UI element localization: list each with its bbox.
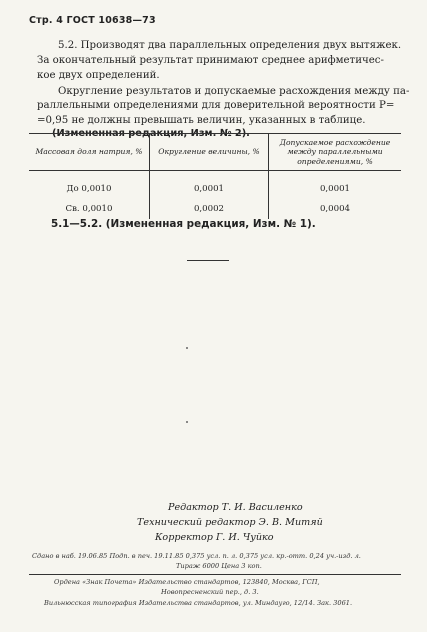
para-5-2-line-3: кое двух определений. <box>37 70 160 81</box>
rounding-table <box>29 133 401 219</box>
decorative-dot <box>186 421 188 423</box>
para-5-2-line-1: 5.2. Производят два параллельных определения двух вытяжек. <box>58 40 402 51</box>
table-header-row <box>29 134 401 171</box>
section-divider <box>187 260 229 261</box>
table-cell: Св. 0,0010 <box>65 204 113 214</box>
rounding-line-2: раллельными определениями для доверительной вероятности P= <box>37 100 395 111</box>
table-cell: 0,0001 <box>269 179 402 199</box>
table-cell: 0,0002 <box>150 199 269 219</box>
imprint-print-run: Тираж 6000 Цена 3 коп. <box>176 562 262 570</box>
page-header: Стр. 4 ГОСТ 10638—73 <box>29 15 156 26</box>
table-cell: До 0,0010 <box>66 184 112 194</box>
amendment-2-note: (Измененная редакция, Изм. № 2). <box>52 128 250 139</box>
para-5-2-line-2: За окончательный результат принимают среднее арифметичес- <box>37 55 384 66</box>
imprint-divider <box>29 574 401 575</box>
table-row <box>29 199 401 219</box>
amendment-1-note: 5.1—5.2. (Измененная редакция, Изм. № 1). <box>51 218 316 230</box>
table-cell: 0,0001 <box>150 179 269 199</box>
table-row <box>29 179 401 199</box>
credit-technical-editor: Технический редактор Э. В. Митяй <box>137 517 323 528</box>
column-header-sodium-fraction: Массовая доля натрия, % <box>29 134 150 171</box>
column-header-discrepancy: Допускаемое расхождение между параллельными определениями, % <box>269 134 402 171</box>
rounding-line-1: Округление результатов и допускаемые расхождения между па- <box>58 86 410 97</box>
decorative-dot <box>186 347 188 349</box>
imprint-printer: Вильнюсская типография Издательства стандартов, ул. Миндауго, 12/14. Зак. 3061. <box>44 599 353 607</box>
rounding-line-3: =0,95 не должны превышать величин, указанных в таблице. <box>37 115 366 126</box>
credit-corrector: Корректор Г. И. Чуйко <box>155 532 274 543</box>
imprint-typesetting: Сдано в наб. 19.06.85 Подп. в печ. 19.11.85 0,375 усл. п. л. 0,375 усл. кр.-отт. 0,24 уч.-изд. л. <box>32 552 361 560</box>
column-header-rounding: Округление величины, % <box>150 134 269 171</box>
table-cell: 0,0004 <box>269 199 402 219</box>
imprint-publisher: Ордена «Знак Почета» Издательство стандартов, 123840, Москва, ГСП, <box>54 578 320 586</box>
credit-editor: Редактор Т. И. Василенко <box>168 502 303 513</box>
imprint-publisher-address: Новопресненский пер., д. 3. <box>161 588 259 596</box>
